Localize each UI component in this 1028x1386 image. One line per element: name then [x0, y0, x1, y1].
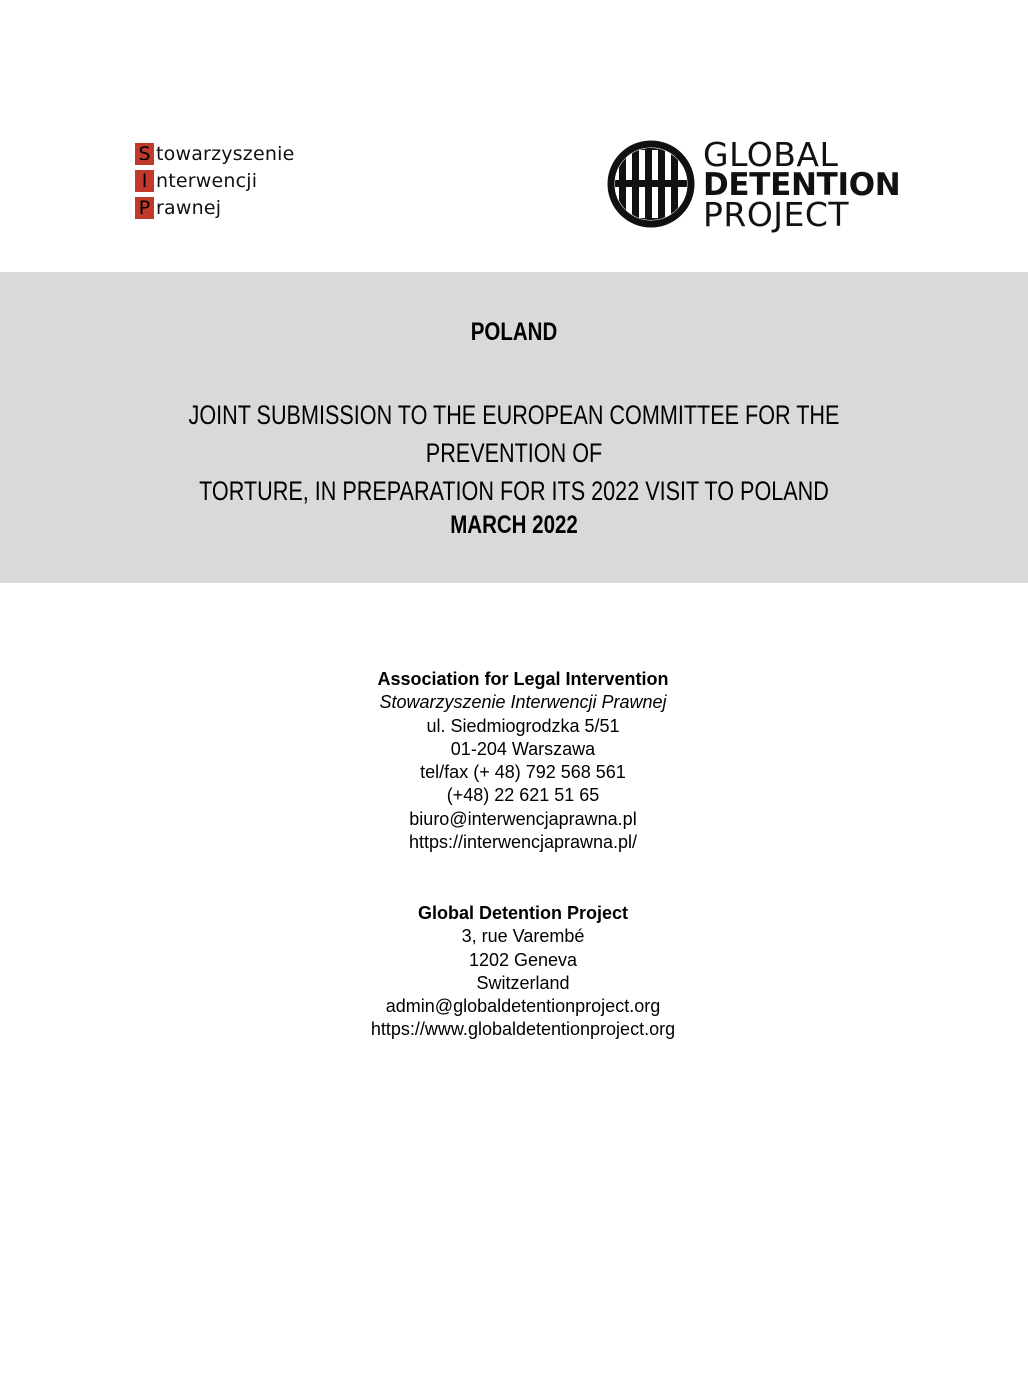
sip-word: towarzyszenie — [156, 142, 295, 165]
address-line: 1202 Geneva — [468, 949, 578, 970]
website-link[interactable]: https://interwencjaprawna.pl/ — [408, 832, 638, 853]
gdp-logo — [607, 135, 912, 234]
address-line: 3, rue Varembé — [461, 926, 585, 947]
email-link[interactable]: biuro@interwencjaprawna.pl — [409, 808, 637, 829]
contact-block-gdp — [200, 902, 846, 1042]
sip-logo — [135, 140, 335, 222]
title-banner — [0, 272, 1028, 583]
phone-line: (+48) 22 621 51 65 — [446, 785, 600, 806]
org-name: Association for Legal Intervention — [377, 669, 669, 689]
sip-logo-row — [135, 167, 335, 194]
contact-block-sip — [200, 668, 846, 854]
subtitle-line: JOINT SUBMISSION TO THE EUROPEAN COMMITTEE FOR THE PREVENTION OF — [188, 400, 840, 468]
sip-word: nterwencji — [156, 169, 258, 192]
phone-line: tel/fax (+ 48) 792 568 561 — [420, 762, 626, 783]
gdp-wordmark — [703, 135, 901, 234]
sip-letter-box: I — [135, 170, 154, 192]
globe-bars-icon — [607, 140, 695, 228]
gdp-wordmark-line: DETENTION — [703, 167, 901, 203]
sip-logo-row — [135, 140, 335, 167]
address-line: ul. Siedmiogrodzka 5/51 — [426, 715, 620, 736]
document-subtitle — [135, 396, 893, 510]
sip-word: rawnej — [156, 196, 222, 219]
sip-letter-box: P — [135, 197, 154, 219]
address-line: Switzerland — [476, 972, 570, 993]
subtitle-line: TORTURE, IN PREPARATION FOR ITS 2022 VISIT TO POLAND — [199, 476, 829, 506]
country-heading: POLAND — [470, 318, 558, 346]
gdp-wordmark-line: GLOBAL — [703, 135, 839, 174]
gdp-wordmark-line: PROJECT — [703, 195, 850, 234]
org-name-polish: Stowarzyszenie Interwencji Prawnej — [379, 692, 667, 713]
sip-letter-box: S — [135, 143, 154, 165]
address-line: 01-204 Warszawa — [450, 738, 596, 759]
website-link[interactable]: https://www.globaldetentionproject.org — [370, 1019, 676, 1040]
document-date: MARCH 2022 — [450, 511, 578, 539]
sip-logo-row — [135, 194, 335, 221]
org-name: Global Detention Project — [417, 903, 629, 923]
email-link[interactable]: admin@globaldetentionproject.org — [385, 996, 661, 1017]
